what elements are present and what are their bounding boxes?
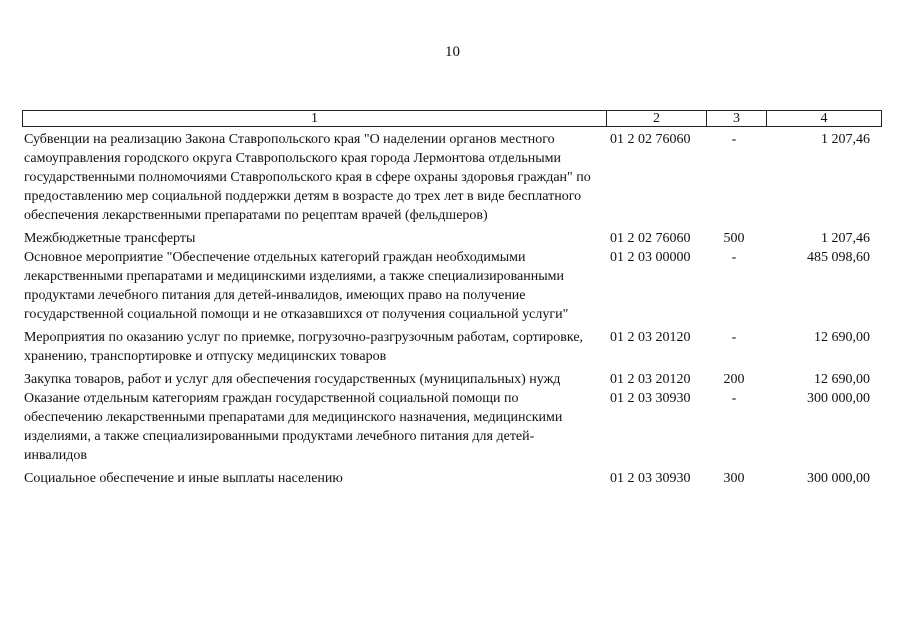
table-row xyxy=(24,328,882,366)
page-number: 10 xyxy=(445,44,460,60)
row-amount: 1 207,46 xyxy=(821,132,870,147)
row-amount: 12 690,00 xyxy=(814,372,870,387)
row-amount: 300 000,00 xyxy=(807,471,870,486)
row-type: 500 xyxy=(723,231,745,246)
row-name: Оказание отдельным категориям граждан государственной социальной помощи по обеспечению лекарственными препаратами для медицинского назначения, медицинскими изделиями, а также специализированными продуктами лечебного питания для детей-инвалидов xyxy=(24,391,563,463)
row-type: - xyxy=(731,391,737,406)
row-type: - xyxy=(731,330,737,345)
row-amount: 12 690,00 xyxy=(814,330,870,345)
row-type: - xyxy=(731,132,737,147)
row-code: 01 2 03 20120 xyxy=(610,330,691,345)
row-code: 01 2 03 30930 xyxy=(610,391,691,406)
row-amount: 485 098,60 xyxy=(807,250,870,265)
table-header xyxy=(22,110,882,127)
row-code: 01 2 03 20120 xyxy=(610,372,691,387)
row-code: 01 2 02 76060 xyxy=(610,231,691,246)
row-code: 01 2 02 76060 xyxy=(610,132,691,147)
row-amount: 300 000,00 xyxy=(807,391,870,406)
row-name: Основное мероприятие "Обеспечение отдельных категорий граждан необходимыми лекарственными препаратами и медицинскими изделиями, а также специализированными продуктами лечебного питания для детей-инвалидов, имеющих право на получение государственной социальной помощи и не отказавшихся от получения социальной услуги" xyxy=(24,250,569,322)
table-row xyxy=(24,389,882,465)
row-type: 300 xyxy=(723,471,745,486)
row-name: Закупка товаров, работ и услуг для обеспечения государственных (муниципальных) нужд xyxy=(24,372,561,387)
row-name: Субвенции на реализацию Закона Ставропольского края "О наделении органов местного самоуправления городского округа Ставропольского края города Лермонтова отдельными государственными полномочиями Ставропольского края в сфере охраны здоровья граждан" по предоставлению мер социальной поддержки детям в возрасте до трех лет в виде бесплатного обеспечения лекарственными препаратами по рецептам врачей (фельдшеров) xyxy=(24,132,591,223)
row-name: Мероприятия по оказанию услуг по приемке, погрузочно-разгрузочным работам, сортировке, хранению, транспортировке и отпуску медицинских товаров xyxy=(24,330,584,364)
table-row xyxy=(24,248,882,324)
row-type: 200 xyxy=(723,372,745,387)
row-amount: 1 207,46 xyxy=(821,231,870,246)
table-row xyxy=(24,370,882,389)
row-name: Социальное обеспечение и иные выплаты населению xyxy=(24,471,343,486)
table-row xyxy=(24,229,882,248)
row-code: 01 2 03 00000 xyxy=(610,250,691,265)
header-col-3: 3 xyxy=(707,111,767,126)
budget-table xyxy=(24,130,882,488)
table-row xyxy=(24,130,882,225)
table-row xyxy=(24,469,882,488)
header-col-2: 2 xyxy=(607,111,707,126)
header-col-4: 4 xyxy=(820,111,828,126)
row-name: Межбюджетные трансферты xyxy=(24,231,196,246)
header-col-1: 1 xyxy=(23,111,607,126)
row-type: - xyxy=(731,250,737,265)
row-code: 01 2 03 30930 xyxy=(610,471,691,486)
